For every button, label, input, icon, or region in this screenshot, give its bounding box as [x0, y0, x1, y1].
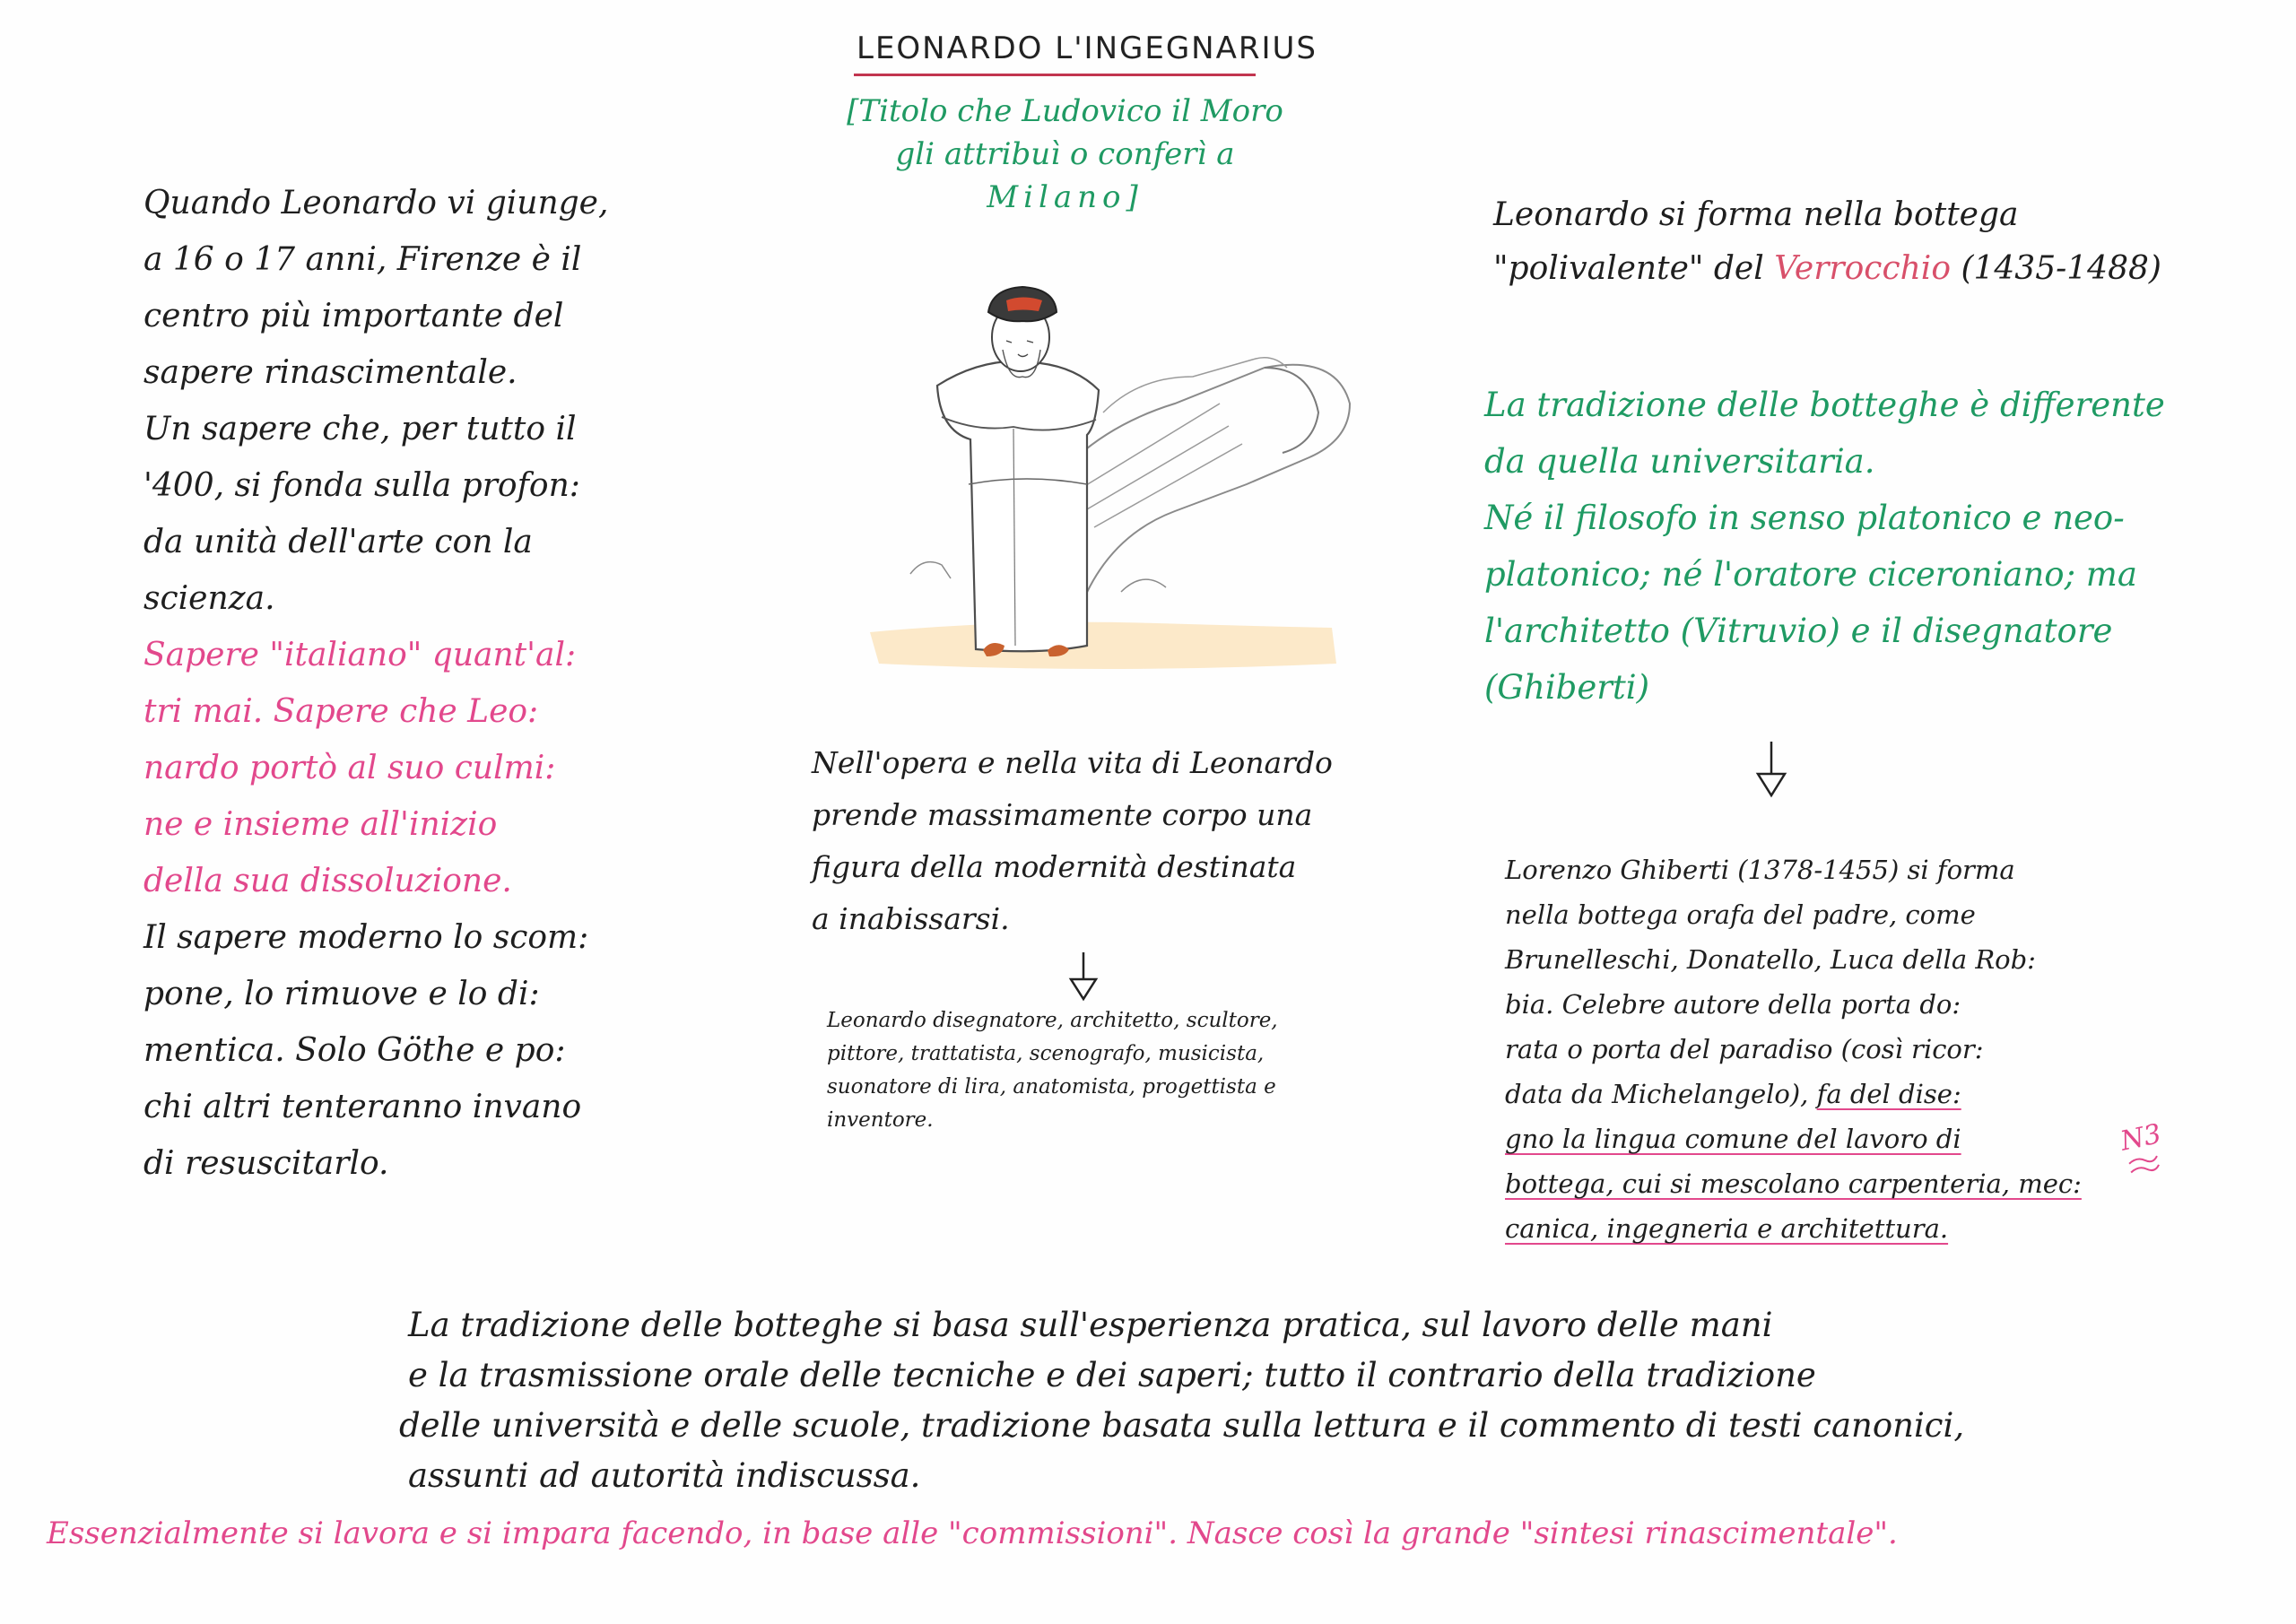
leonardo-figure-drawing: [834, 269, 1354, 690]
right-bottom-line: nella bottega orafa del padre, come: [1505, 899, 1976, 930]
left-line: di resuscitarlo.: [144, 1145, 389, 1182]
left-line: Quando Leonardo vi giunge,: [144, 185, 609, 221]
right-top-line: Leonardo si forma nella bottega: [1493, 196, 2019, 233]
left-line: centro più importante del: [144, 298, 564, 334]
right-top-text: [1493, 188, 2161, 296]
left-column-text: [144, 175, 608, 1192]
right-green-line: l'architetto (Vitruvio) e il disegnatore: [1484, 612, 2113, 650]
bottom-line: e la trasmissione orale delle tecniche e dei saperi; tutto il contrario della tradizione: [408, 1356, 1816, 1394]
right-green-line: Né il filosofo in senso platonico e neo-: [1484, 499, 2125, 537]
arrow-down-icon: [1753, 740, 1789, 803]
right-green-line: La tradizione delle botteghe è differente: [1484, 386, 2165, 424]
left-line: mentica. Solo Göthe e po:: [144, 1032, 566, 1069]
left-line: Un sapere che, per tutto il: [144, 411, 577, 447]
center-small-line: Leonardo disegnatore, architetto, scultore,: [827, 1009, 1278, 1032]
left-pink-line: ne e insieme all'inizio: [144, 806, 498, 843]
margin-mark: [2118, 1119, 2170, 1187]
subtitle-line: gli attribuì o conferì a: [895, 136, 1235, 172]
left-line: pone, lo rimuove e lo di:: [144, 976, 540, 1012]
right-green-line: da quella universitaria.: [1484, 442, 1875, 481]
right-bottom-line: bia. Celebre autore della porta do:: [1505, 989, 1961, 1020]
underlined-text: canica, ingegneria e architettura.: [1505, 1213, 1949, 1244]
verrocchio-dates: (1435-1488): [1961, 250, 2161, 287]
right-bottom-line: Brunelleschi, Donatello, Luca della Rob:: [1505, 944, 2036, 975]
left-line: chi altri tenteranno invano: [144, 1089, 582, 1125]
center-line: figura della modernità destinata: [812, 849, 1297, 884]
bottom-text: [399, 1300, 1965, 1501]
verrocchio-name: Verrocchio: [1774, 250, 1951, 287]
center-text: [812, 737, 1333, 945]
subtitle-note: [839, 90, 1292, 219]
right-top-line-2: [1493, 242, 2161, 296]
center-small-line: pittore, trattatista, scenografo, musicista,: [827, 1042, 1265, 1065]
left-line: a 16 o 17 anni, Firenze è il: [144, 241, 582, 278]
bottom-line: La tradizione delle botteghe si basa sull'esperienza pratica, sul lavoro delle mani: [408, 1306, 1773, 1344]
center-line: a inabissarsi.: [812, 901, 1010, 936]
right-bottom-line: rata o porta del paradiso (così ricor:: [1505, 1034, 1984, 1064]
right-green-line: (Ghiberti): [1484, 668, 1650, 707]
left-line: da unità dell'arte con la: [144, 524, 533, 560]
right-bottom-line: data da Michelangelo),: [1505, 1079, 1809, 1109]
page-title: LEONARDO L'INGEGNARIUS: [857, 30, 1318, 66]
left-pink-line: Sapere "italiano" quant'al:: [144, 637, 577, 673]
left-pink-line: della sua dissoluzione.: [144, 863, 512, 899]
center-line: prende massimamente corpo una: [812, 797, 1313, 832]
right-green-text: [1484, 377, 2165, 716]
right-bottom-line-6: [1505, 1072, 2082, 1116]
left-line: scienza.: [144, 580, 275, 617]
center-small-line: inventore.: [827, 1108, 934, 1132]
center-small-text: [827, 1004, 1278, 1137]
right-bottom-text: [1505, 847, 2082, 1251]
center-line: Nell'opera e nella vita di Leonardo: [812, 745, 1333, 780]
center-small-line: suonatore di lira, anatomista, progettista e: [827, 1075, 1276, 1099]
left-pink-line: nardo portò al suo culmi:: [144, 750, 556, 786]
right-bottom-line: Lorenzo Ghiberti (1378-1455) si forma: [1505, 855, 2015, 885]
left-line: Il sapere moderno lo scom:: [144, 919, 589, 956]
left-pink-line: tri mai. Sapere che Leo:: [144, 693, 539, 730]
left-line: '400, si fonda sulla profon:: [144, 467, 580, 504]
arrow-down-icon: [1065, 951, 1101, 1004]
left-line: sapere rinascimentale.: [144, 354, 517, 391]
margin-mark-text: N3: [2118, 1118, 2164, 1158]
right-green-line: platonico; né l'oratore ciceroniano; ma: [1484, 555, 2137, 594]
bottom-line: delle università e delle scuole, tradizione basata sulla lettura e il commento di testi canonici,: [399, 1406, 1965, 1445]
title-underline: [854, 74, 1256, 76]
subtitle-line: [Titolo che Ludovico il Moro: [847, 93, 1283, 129]
bottom-line: assunti ad autorità indiscussa.: [408, 1456, 921, 1495]
bottom-pink-text: [47, 1515, 1898, 1551]
underlined-text: fa del dise:: [1816, 1079, 1961, 1109]
underlined-text: gno la lingua comune del lavoro di: [1505, 1124, 1961, 1154]
bottom-pink-line: Essenzialmente si lavora e si impara facendo, in base alle "commissioni". Nasce così la grande "sintesi rinascimentale".: [47, 1515, 1898, 1551]
underlined-text: bottega, cui si mescolano carpenteria, mec:: [1505, 1168, 2082, 1199]
subtitle-line: Milano]: [987, 179, 1144, 215]
polivalente-text: "polivalente" del: [1493, 250, 1764, 287]
